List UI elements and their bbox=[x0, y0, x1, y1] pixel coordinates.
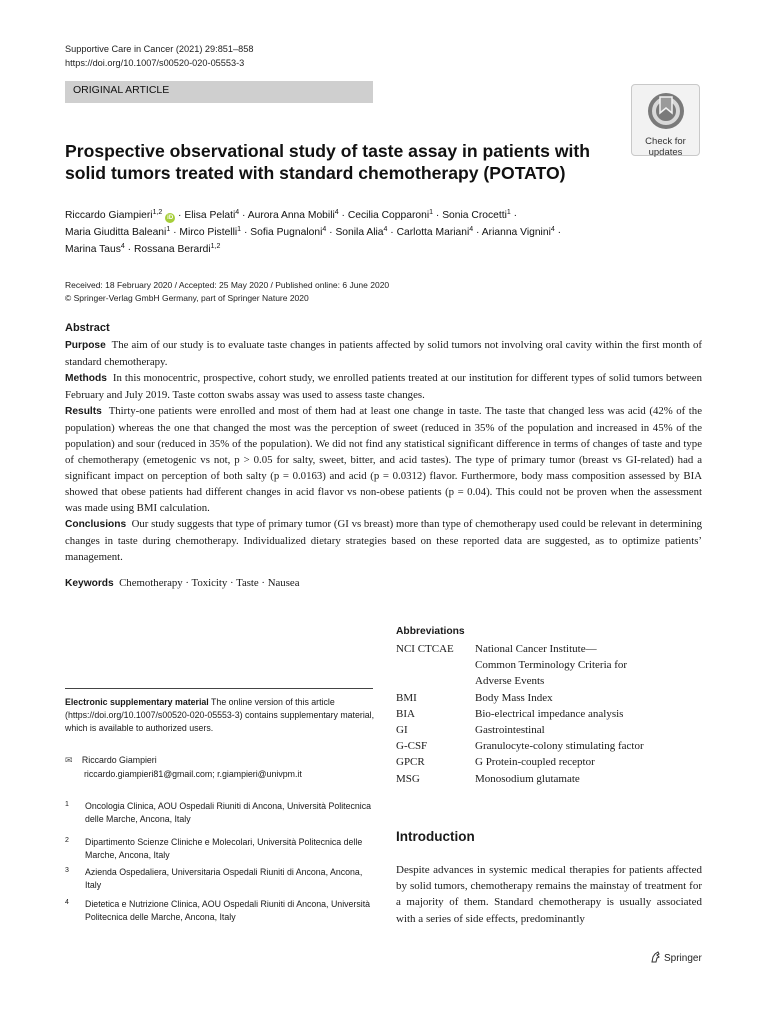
keywords-list: Chemotherapy · Toxicity · Taste · Nausea bbox=[119, 577, 300, 589]
email-icon: ✉ bbox=[65, 755, 73, 765]
author[interactable]: Cecilia Copparoni$^1$ bbox=[347, 209, 434, 221]
check-updates-line2: updates bbox=[648, 147, 683, 158]
check-for-updates-button[interactable] bbox=[631, 84, 700, 156]
abbreviations-heading: Abbreviations bbox=[396, 626, 465, 637]
author[interactable]: Rossana Berardi$^{1,2}$ bbox=[133, 243, 221, 255]
springer-horse-icon bbox=[650, 951, 662, 963]
abstract-conclusions: Conclusions Our study suggests that type of primary tumor (GI vs breast) more than type of chemotherapy used could be relevant in determining changes in taste during chemotherapy. Individualized dietary strategies based on these reported data are suggested, as to optimize patients’ management. bbox=[65, 518, 703, 563]
article-title: Prospective observational study of taste assay in patients with solid tumors treated with standard chemotherapy (POTATO) bbox=[65, 141, 591, 183]
supplementary-link[interactable]: https://doi.org/10.1007/s00520-020-05553-3 bbox=[67, 710, 240, 720]
author[interactable]: Maria Giuditta Baleani$^1$ bbox=[65, 226, 171, 238]
check-updates-line1: Check for bbox=[645, 136, 686, 147]
abbreviation-row: BIA Bio-electrical impedance analysis bbox=[396, 707, 624, 720]
corresponding-author bbox=[65, 753, 377, 781]
publisher-name: Springer bbox=[664, 953, 702, 964]
affiliation: 4 Dietetica e Nutrizione Clinica, AOU Ospedali Riuniti di Ancona, Università Politecnica delle Marche, Ancona, Italy bbox=[65, 899, 371, 922]
publication-dates bbox=[65, 279, 389, 305]
journal-volume: Supportive Care in Cancer (2021) 29:851–858 bbox=[65, 44, 254, 54]
abstract-body bbox=[65, 337, 702, 565]
author-list: Riccardo Giampieri$^{1,2}$ iD · Elisa Pelati$^4$ · Aurora Anna Mobili$^4$ · Cecilia Copparoni$^1$ · Sonia Crocetti$^1$ · Maria Giuditta Baleani$^1$ · Mirco Pistelli$^1$ · Sofia Pugnaloni$^4$ · Sonila Alia$^4$ · Carlotta Mariani$^4$ · Arianna Vignini$^4$ · Marina Taus$^4$ · Rossana Berardi$^{1,2}$ bbox=[65, 209, 562, 255]
affiliation: 1 Oncologia Clinica, AOU Ospedali Riuniti di Ancona, Università Politecnica delle Marche, Ancona, Italy bbox=[65, 801, 372, 824]
abstract-purpose: Purpose The aim of our study is to evaluate taste changes in patients affected by solid tumors not involving oral cavity within the first month of standard chemotherapy. bbox=[65, 339, 702, 368]
author[interactable]: Carlotta Mariani$^4$ bbox=[396, 226, 474, 238]
corresponding-name: Riccardo Giampieri bbox=[81, 755, 157, 765]
journal-citation bbox=[65, 42, 253, 70]
keywords bbox=[65, 577, 300, 589]
author[interactable]: Sofia Pugnaloni$^4$ bbox=[250, 226, 327, 238]
footnote-divider bbox=[65, 688, 373, 689]
abbreviation-row: GI Gastrointestinal bbox=[396, 724, 545, 737]
orcid-icon[interactable]: iD bbox=[167, 215, 174, 221]
supplementary-label: Electronic supplementary material bbox=[65, 697, 209, 707]
affiliation: 3 Azienda Ospedaliera, Universitaria Ospedali Riuniti di Ancona, Ancona, Italy bbox=[65, 867, 363, 890]
author[interactable]: Elisa Pelati$^4$ bbox=[184, 209, 240, 221]
corresponding-emails[interactable]: riccardo.giampieri81@gmail.com; r.giampieri@univpm.it bbox=[84, 769, 302, 779]
abstract-results: Results Thirty-one patients were enrolled and most of them had at least one change in taste. The taste that changed less was acid (42% of the population) whereas the one that changed the most was the perception of sweet (reduced in 35% of the population and increased in 45% of the population) and sour (reduced in 35% of the population). We did not find any statistical significant difference in terms of changes of taste and type of chemotherapy (emetogenic vs not, p > 0.05 for salty, sweet, bitter, and acid tastes). The type of primary tumor (breast vs GI-related) had a significant impact on perception of both salty (p = 0.0163) and acid (p = 0.0312) flavor. Furthermore, body mass composition assessed by BIA showed that obese patients had different changes in acid flavor vs non-obese patients (p = 0.04). This could not be proven when the assessment was made using BMI calculation. bbox=[65, 405, 702, 514]
author[interactable]: Marina Taus$^4$ bbox=[65, 243, 125, 255]
introduction-heading: Introduction bbox=[396, 829, 475, 844]
check-updates-icon bbox=[646, 91, 686, 131]
abbreviations-table bbox=[396, 641, 706, 787]
author[interactable]: Mirco Pistelli$^1$ bbox=[179, 226, 242, 238]
introduction-body: Despite advances in systemic medical therapies for patients affected by solid tumors, chemotherapy remains the mainstay of treatment for a majority of them. Standard chemotherapy is usually associated with a series of side effects, predominantly bbox=[396, 864, 702, 925]
copyright: © Springer-Verlag GmbH Germany, part of Springer Nature 2020 bbox=[65, 293, 309, 303]
abbreviation-row: BMI Body Mass Index bbox=[396, 691, 553, 704]
author[interactable]: Sonia Crocetti$^1$ bbox=[442, 209, 511, 221]
article-type-banner: ORIGINAL ARTICLE bbox=[65, 81, 373, 103]
keywords-label: Keywords bbox=[65, 578, 114, 589]
abbreviation-row: GPCR G Protein-coupled receptor bbox=[396, 756, 595, 769]
author[interactable]: Riccardo Giampieri$^{1,2}$ iD bbox=[65, 209, 174, 221]
supplementary-note: Electronic supplementary material The online version of this article (https://doi.org/10.1007/s00520-020-05553-3) contains supplementary material, which is available to authorized users. bbox=[65, 697, 375, 733]
author[interactable]: Aurora Anna Mobili$^4$ bbox=[247, 209, 339, 221]
abbreviation-row: NCI CTCAE National Cancer Institute—Common Terminology Criteria for Adverse Events bbox=[396, 643, 628, 688]
publisher-logo bbox=[650, 951, 702, 964]
received-accepted-published: Received: 18 February 2020 / Accepted: 25 May 2020 / Published online: 6 June 2020 bbox=[65, 280, 390, 290]
abstract-methods: Methods In this monocentric, prospective, cohort study, we enrolled patients treated at our institution for different types of solid tumors between February and July 2019. Taste cotton swabs assay was used to assess taste changes. bbox=[65, 372, 703, 401]
abbreviation-row: G-CSF Granulocyte-colony stimulating factor bbox=[396, 740, 644, 753]
abstract-heading: Abstract bbox=[65, 322, 110, 334]
affiliation: 2 Dipartimento Scienze Cliniche e Molecolari, Università Politecnica delle Marche, Ancona, Italy bbox=[65, 837, 363, 860]
author[interactable]: Arianna Vignini$^4$ bbox=[481, 226, 555, 238]
abbreviation-row: MSG Monosodium glutamate bbox=[396, 772, 580, 785]
doi-link[interactable]: https://doi.org/10.1007/s00520-020-05553-3 bbox=[65, 58, 245, 68]
author[interactable]: Sonila Alia$^4$ bbox=[335, 226, 388, 238]
